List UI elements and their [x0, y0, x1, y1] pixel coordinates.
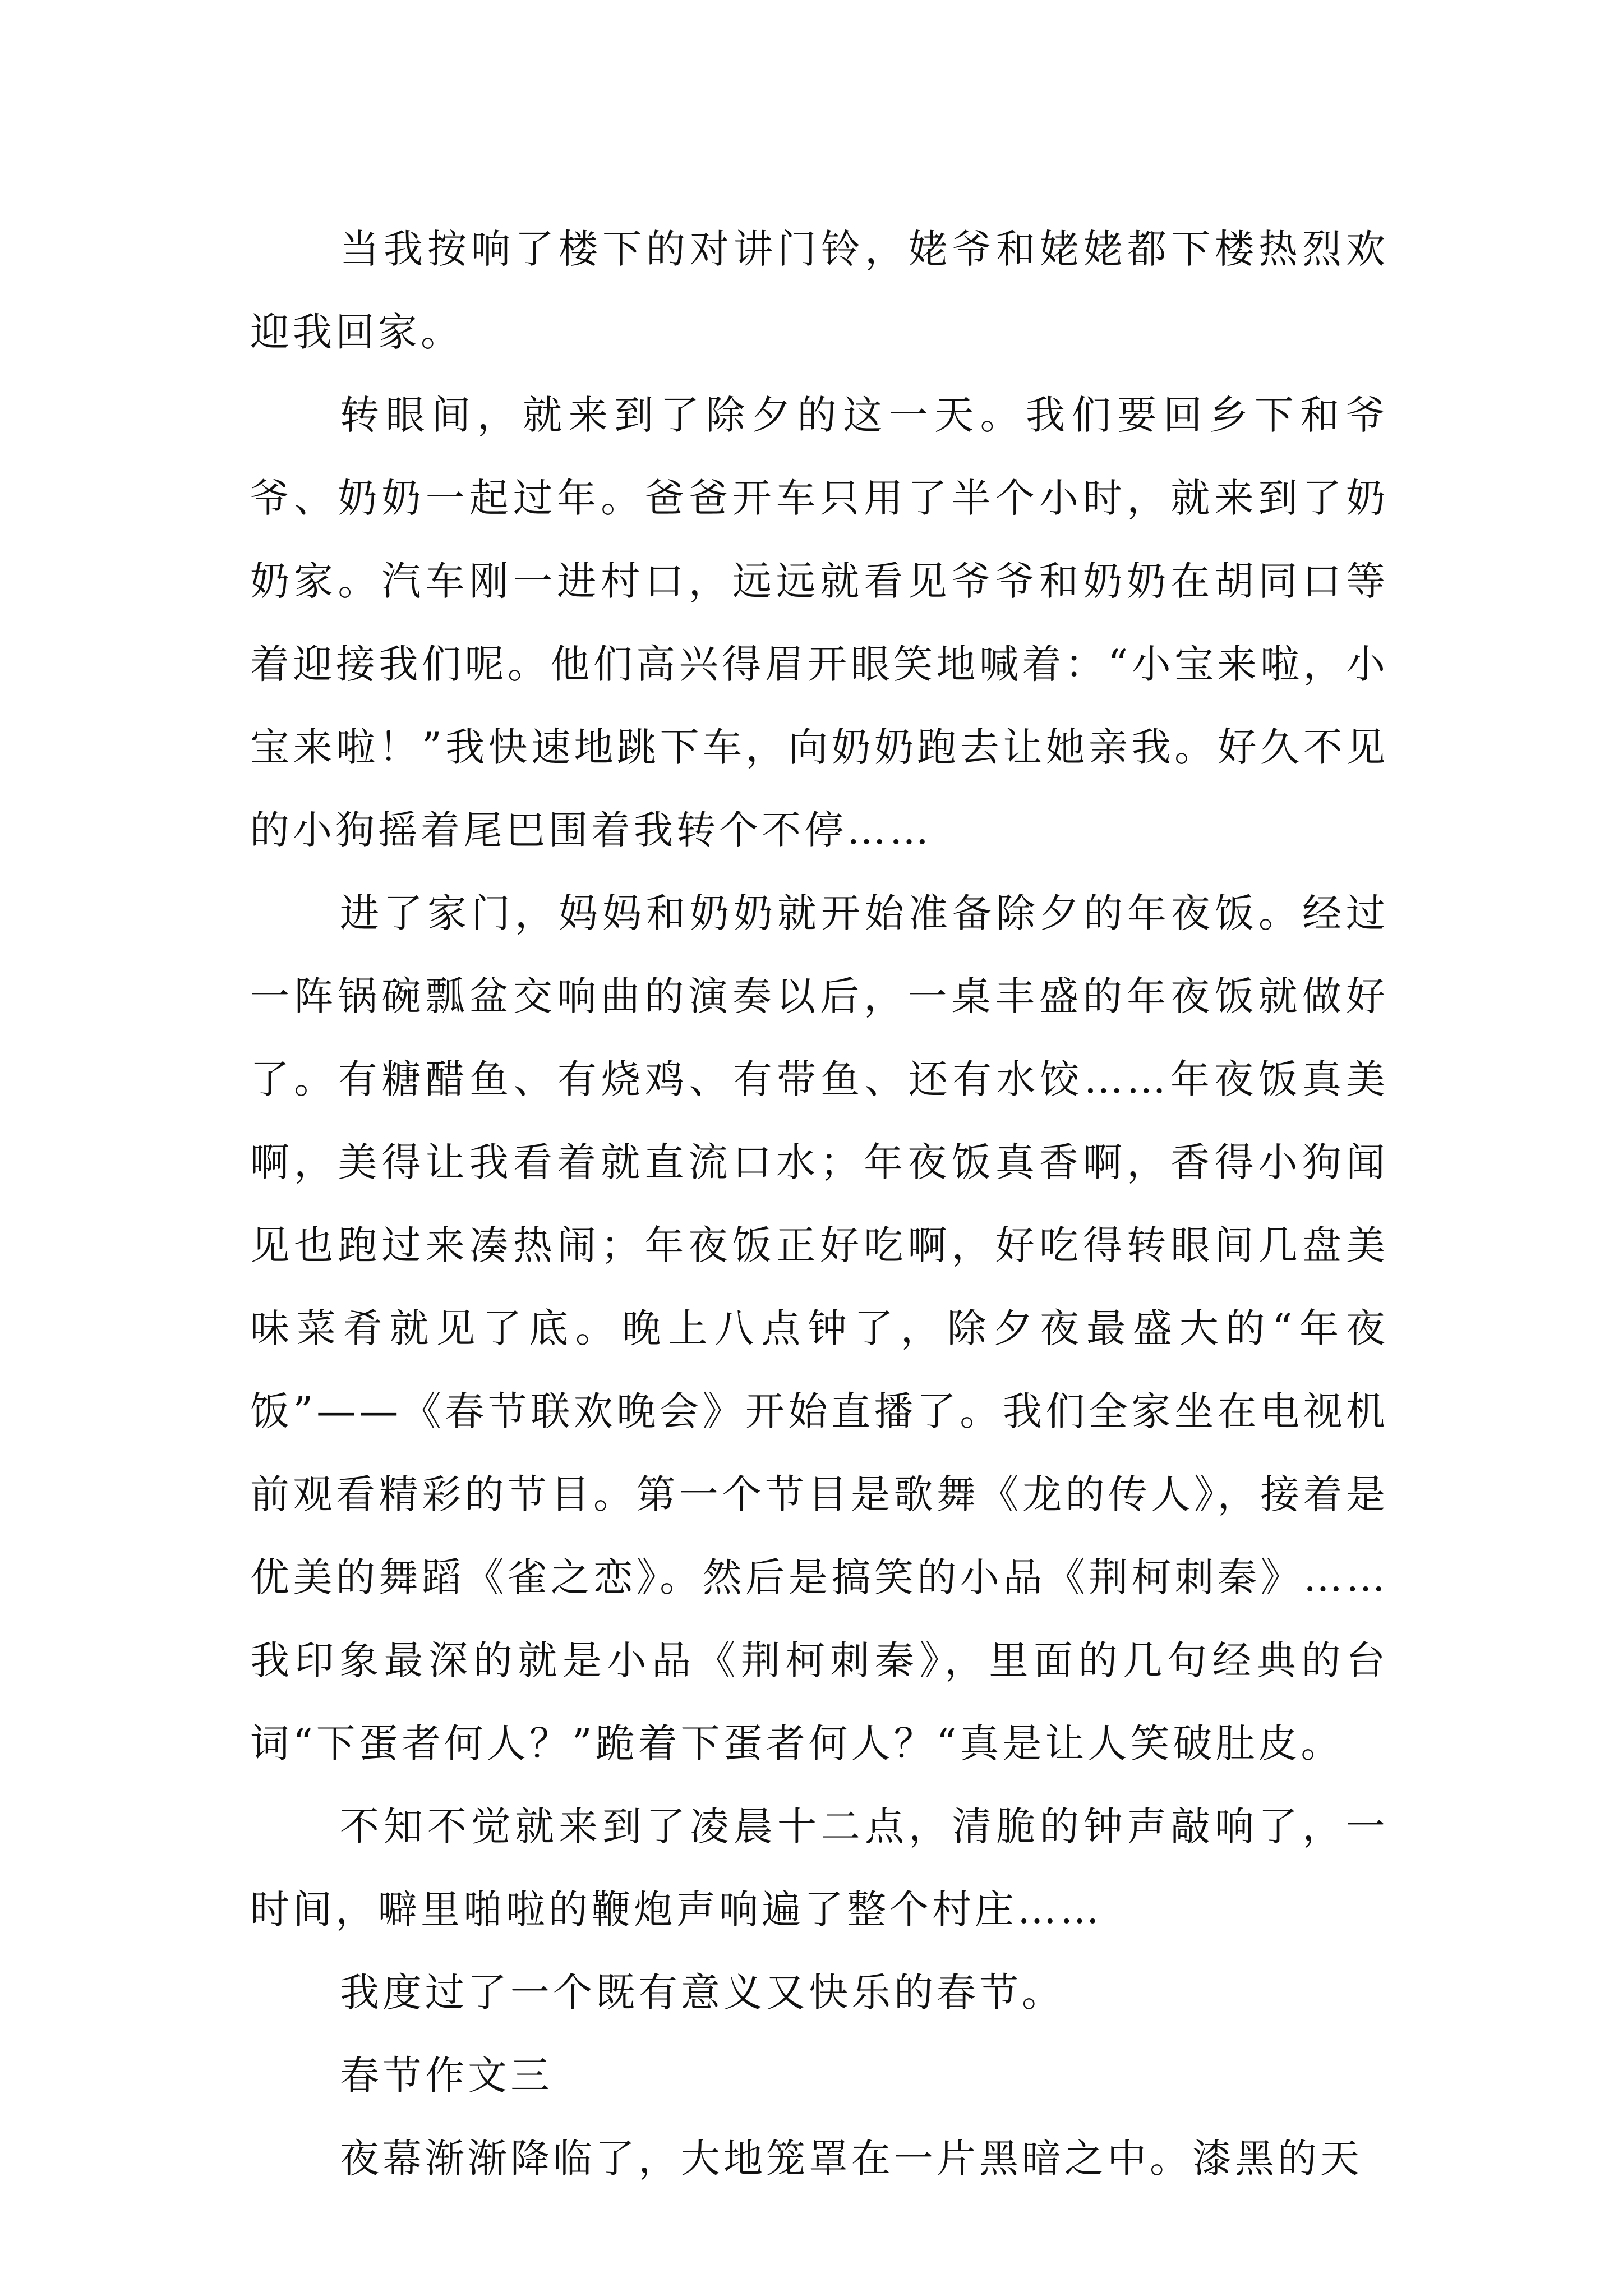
- paragraph-midnight-firecrackers: 不知不觉就来到了凌晨十二点，清脆的钟声敲响了，一时间，噼里啪啦的鞭炮声响遍了整个村庄……: [250, 1803, 1389, 1932]
- paragraph-new-years-eve-arrival: 转眼间，就来到了除夕的这一天。我们要回乡下和爷爷、奶奶一起过年。爸爸开车只用了半个小时，就来到了奶奶家。汽车刚一进村口，远远就看见爷爷和奶奶在胡同口等着迎接我们呢。他们高兴得眉开眼笑地喊着：“小宝来啦，小宝来啦！”我快速地跳下车，向奶奶跑去让她亲我。好久不见的小狗摇着尾巴围着我转个不停……: [250, 392, 1389, 853]
- paragraph-nightfall: 夜幕渐渐降临了，大地笼罩在一片黑暗之中。漆黑的天: [340, 2136, 1363, 2182]
- paragraph-welcome-home: 当我按响了楼下的对讲门铃，姥爷和姥姥都下楼热烈欢迎我回家。: [250, 226, 1389, 355]
- paragraph-conclusion: 我度过了一个既有意义又快乐的春节。: [340, 1970, 1064, 2016]
- document-body: [250, 208, 1389, 2200]
- paragraph-reunion-dinner: 进了家门，妈妈和奶奶就开始准备除夕的年夜饭。经过一阵锅碗瓢盆交响曲的演奏以后，一桌丰盛的年夜饭就做好了。有糖醋鱼、有烧鸡、有带鱼、还有水饺……年夜饭真美啊，美得让我看着就直流口水；年夜饭真香啊，香得小狗闻见也跑过来凑热闹；年夜饭正好吃啊，好吃得转眼间几盘美味菜肴就见了底。晚上八点钟了，除夕夜最盛大的“年夜饭”——《春节联欢晚会》开始直播了。我们全家坐在电视机前观看精彩的节目。第一个节目是歌舞《龙的传人》，接着是优美的舞蹈《雀之恋》。然后是搞笑的小品《荆柯刺秦》……我印象最深的就是小品《荆柯刺秦》，里面的几句经典的台词“下蛋者何人？”跪着下蛋者何人？“真是让人笑破肚皮。: [250, 890, 1389, 1766]
- essay-heading-three: 春节作文三: [340, 2053, 553, 2099]
